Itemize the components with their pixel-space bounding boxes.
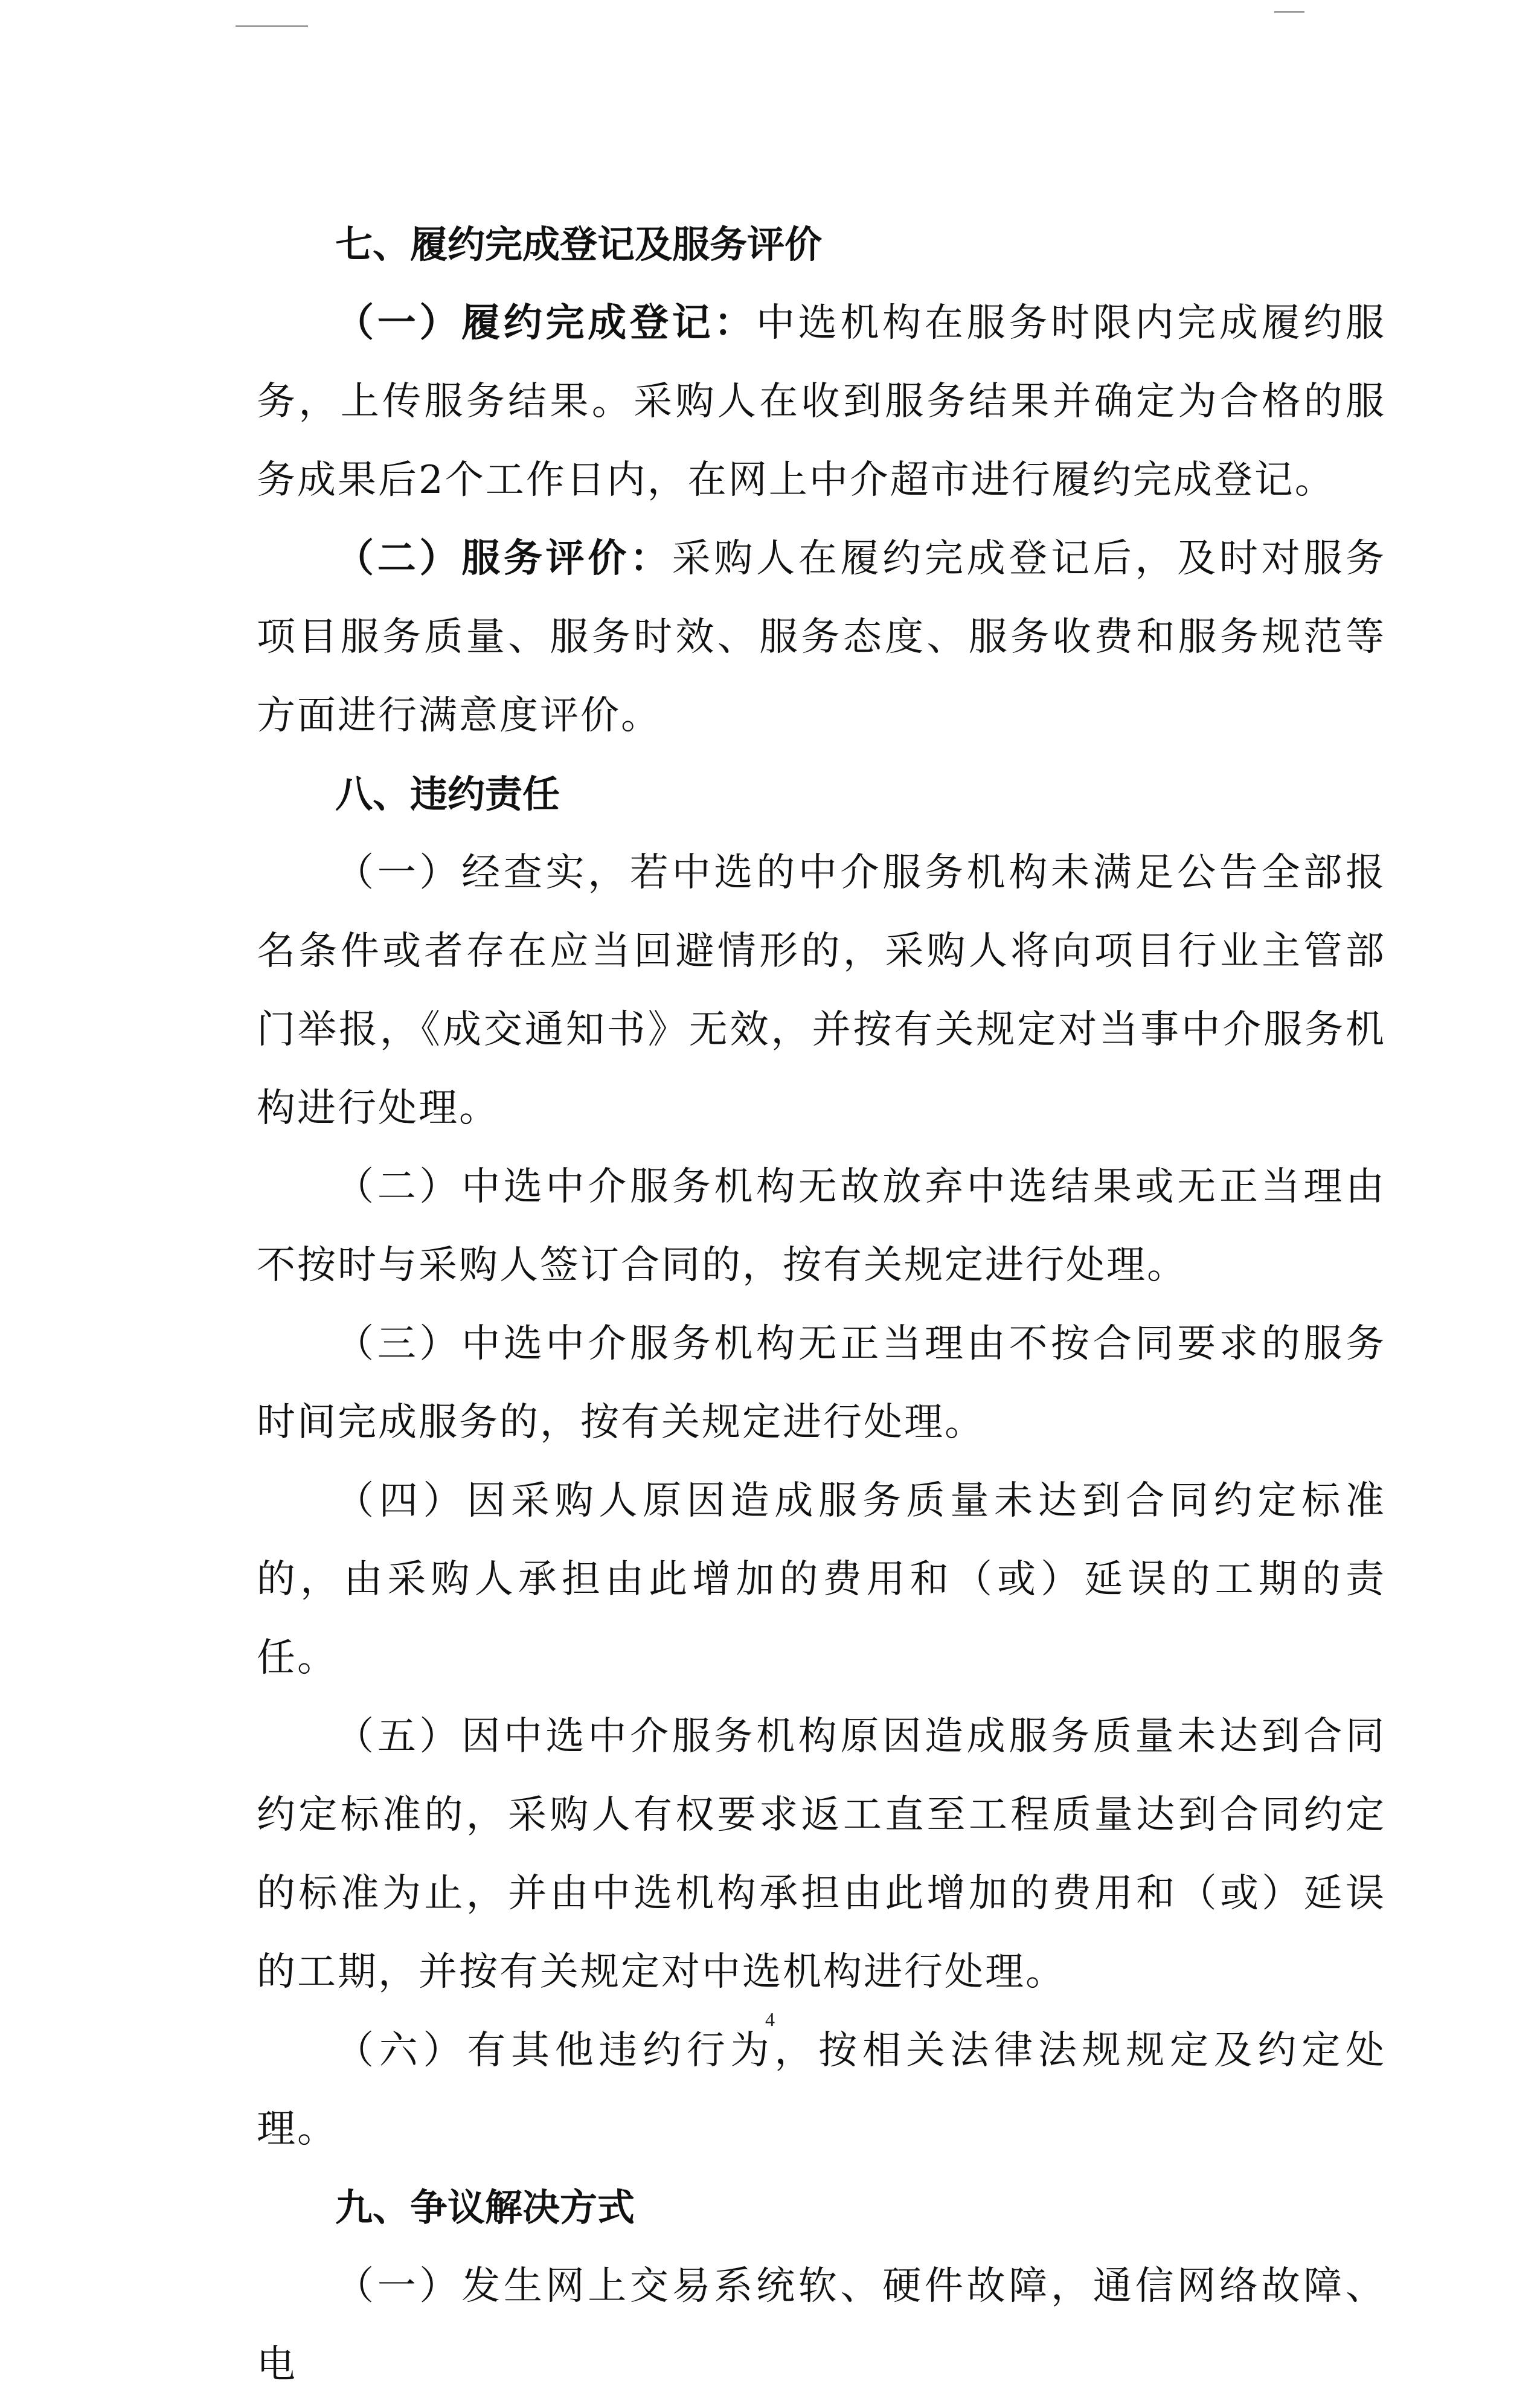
paragraph: （一）发生网上交易系统软、硬件故障，通信网络故障、电	[257, 2264, 1386, 2387]
paragraph-text: 采购人在履约完成登记后，及时对服务项目服务质量、服务时效、服务态度、服务收费和服务规范等方面进行满意度评价。	[257, 536, 1387, 738]
paragraph-text: 中选机构在服务时限内完成履约服务，上传服务结果。采购人在收到服务结果并确定为合格的服务成果后2个工作日内，在网上中介超市进行履约完成登记。	[257, 301, 1387, 503]
section-heading: 八、违约责任	[335, 772, 560, 816]
paragraph: （三）中选中介服务机构无正当理由不按合同要求的服务时间完成服务的，按有关规定进行处理。	[257, 1322, 1386, 1445]
paragraph-lead: （二）服务评价：	[335, 536, 672, 581]
paragraph	[257, 284, 1386, 519]
paragraph: （五）因中选中介服务机构原因造成服务质量未达到合同约定标准的，采购人有权要求返工直至工程质量达到合同约定的标准为止，并由中选机构承担由此增加的费用和（或）延误的工期，并按有关规定对中选机构进行处理。	[257, 1714, 1386, 1994]
paragraph	[257, 519, 1386, 755]
section-heading: 九、争议解决方式	[335, 2185, 635, 2229]
paragraph: （一）经查实，若中选的中介服务机构未满足公告全部报名条件或者存在应当回避情形的，采购人将向项目行业主管部门举报，《成交通知书》无效，并按有关规定对当事中介服务机构进行处理。	[257, 850, 1386, 1131]
section-heading: 七、履约完成登记及服务评价	[335, 222, 823, 266]
scan-artifact-mark	[236, 25, 308, 27]
paragraph-lead: （一）履约完成登记：	[335, 301, 757, 345]
page-number: 4	[765, 2008, 775, 2030]
document-body	[257, 205, 1386, 2404]
paragraph: （四）因采购人原因造成服务质量未达到合同约定标准的，由采购人承担由此增加的费用和（或）延误的工期的责任。	[257, 1479, 1386, 1680]
scan-artifact-mark	[1274, 11, 1304, 13]
paragraph: （六）有其他违约行为，按相关法律法规规定及约定处理。	[257, 2028, 1386, 2152]
paragraph: （二）中选中介服务机构无故放弃中选结果或无正当理由不按时与采购人签订合同的，按有关规定进行处理。	[257, 1165, 1386, 1288]
